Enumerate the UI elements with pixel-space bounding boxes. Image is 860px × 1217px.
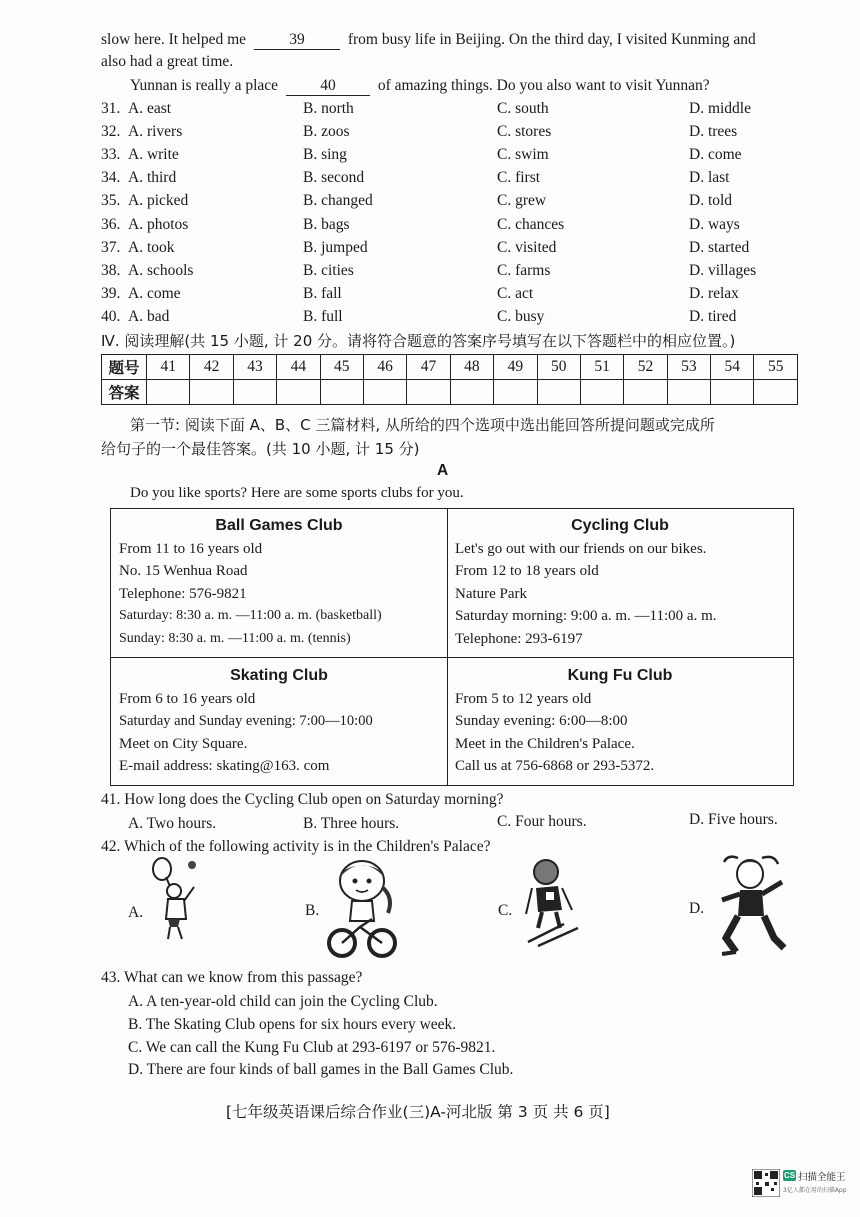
club-line: Telephone: 576-9821 bbox=[119, 585, 247, 602]
passage-line-1 bbox=[101, 31, 756, 50]
q43-option-d: D. There are four kinds of ball games in the Ball Games Club. bbox=[128, 1061, 514, 1078]
cloze-option-d: D. trees bbox=[689, 123, 738, 141]
cloze-option-c: C. visited bbox=[497, 238, 557, 256]
page-footer: [七年级英语课后综合作业(三)A-河北版 第 3 页 共 6 页] bbox=[226, 1103, 610, 1121]
cloze-option-b: B. bags bbox=[303, 215, 350, 233]
cloze-option-c: C. farms bbox=[497, 261, 551, 279]
question-number-cell: 53 bbox=[667, 355, 710, 380]
cloze-option-a: A. schools bbox=[128, 261, 194, 279]
club-title: Ball Games Club bbox=[215, 517, 343, 534]
answer-cell[interactable] bbox=[450, 380, 493, 405]
club-line: Sunday: 8:30 a. m. —11:00 a. m. (tennis) bbox=[119, 630, 351, 646]
camscanner-logo-icon: CS bbox=[783, 1171, 796, 1180]
cloze-number: 36. bbox=[101, 215, 121, 233]
answer-grid bbox=[101, 354, 798, 405]
cloze-option-c: C. first bbox=[497, 169, 541, 187]
row-label-answer: 答案 bbox=[102, 380, 147, 405]
passage-line-3 bbox=[130, 77, 710, 96]
club-line: From 12 to 18 years old bbox=[455, 563, 599, 579]
blank-40: 40 bbox=[286, 77, 370, 96]
club-line: Nature Park bbox=[455, 585, 528, 602]
cloze-option-d: D. come bbox=[689, 146, 742, 164]
cloze-option-a: A. come bbox=[128, 284, 181, 302]
instruction-line-2: 给句子的一个最佳答案。(共 10 小题, 计 15 分) bbox=[101, 440, 420, 458]
cloze-option-d: D. relax bbox=[689, 284, 739, 302]
kung-fu-girl-icon bbox=[718, 852, 790, 960]
club-line: Saturday morning: 9:00 a. m. —11:00 a. m. bbox=[455, 608, 717, 624]
kung-fu-club bbox=[455, 665, 785, 778]
answer-cell[interactable] bbox=[233, 380, 276, 405]
q42-option-a: A. bbox=[128, 904, 144, 921]
cloze-option-c: C. south bbox=[497, 100, 549, 117]
blank-39: 39 bbox=[254, 31, 340, 50]
cloze-option-c: C. swim bbox=[497, 146, 549, 164]
cloze-option-a: A. photos bbox=[128, 215, 189, 233]
answer-cell[interactable] bbox=[407, 380, 450, 405]
cloze-number: 37. bbox=[101, 238, 121, 256]
answer-cell[interactable] bbox=[580, 380, 623, 405]
club-line: Sunday evening: 6:00—8:00 bbox=[455, 713, 628, 729]
skating-club bbox=[119, 665, 439, 778]
question-42-stem: 42. Which of the following activity is in the Children's Palace? bbox=[101, 838, 491, 855]
passage-text: from busy life in Beijing. On the third day, I visited Kunming and bbox=[347, 31, 756, 48]
cloze-option-d: D. last bbox=[689, 169, 730, 187]
question-number-cell: 42 bbox=[190, 355, 233, 380]
cycling-girl-icon bbox=[326, 857, 398, 961]
passage-line-2: also had a great time. bbox=[101, 53, 234, 70]
divider bbox=[447, 509, 448, 785]
cloze-number: 32. bbox=[101, 123, 121, 141]
tennis-player-icon bbox=[148, 857, 204, 943]
club-line: Meet in the Children's Palace. bbox=[455, 735, 635, 752]
club-line: Saturday and Sunday evening: 7:00—10:00 bbox=[119, 713, 373, 729]
passage-text: slow here. It helped me bbox=[101, 31, 247, 48]
question-number-cell: 44 bbox=[277, 355, 320, 380]
qr-code-icon bbox=[752, 1169, 780, 1197]
cloze-number: 39. bbox=[101, 284, 121, 302]
cloze-option-a: A. bad bbox=[128, 307, 170, 325]
question-number-cell: 55 bbox=[754, 355, 798, 380]
cloze-number: 40. bbox=[101, 307, 121, 325]
cloze-option-b: B. sing bbox=[303, 146, 347, 164]
cloze-option-d: D. tired bbox=[689, 307, 737, 325]
cloze-option-a: A. rivers bbox=[128, 123, 183, 141]
club-line: Telephone: 293-6197 bbox=[455, 630, 583, 647]
club-line: From 6 to 16 years old bbox=[119, 690, 256, 707]
q42-option-b: B. bbox=[305, 902, 320, 919]
cloze-option-b: B. zoos bbox=[303, 123, 350, 141]
cloze-option-b: B. jumped bbox=[303, 238, 368, 256]
answer-cell[interactable] bbox=[711, 380, 754, 405]
divider bbox=[111, 657, 793, 658]
cloze-option-b: B. second bbox=[303, 169, 365, 187]
question-number-cell: 46 bbox=[363, 355, 406, 380]
cloze-option-b: B. cities bbox=[303, 261, 354, 279]
answer-cell[interactable] bbox=[147, 380, 190, 405]
cloze-number: 34. bbox=[101, 169, 121, 187]
row-label-number: 题号 bbox=[102, 355, 147, 380]
question-number-cell: 49 bbox=[494, 355, 537, 380]
q41-option-c: C. Four hours. bbox=[497, 813, 587, 830]
answer-cell[interactable] bbox=[277, 380, 320, 405]
q43-option-b: B. The Skating Club opens for six hours every week. bbox=[128, 1016, 457, 1033]
club-title: Cycling Club bbox=[571, 517, 669, 534]
club-line: Meet on City Square. bbox=[119, 735, 248, 752]
cloze-number: 38. bbox=[101, 261, 121, 279]
question-43-stem: 43. What can we know from this passage? bbox=[101, 969, 363, 986]
passage-letter: A bbox=[437, 462, 449, 479]
q43-option-a: A. A ten-year-old child can join the Cycling Club. bbox=[128, 993, 438, 1010]
cloze-option-d: D. ways bbox=[689, 215, 740, 233]
cloze-option-a: A. write bbox=[128, 146, 179, 164]
cloze-option-b: B. full bbox=[303, 307, 343, 325]
cloze-option-a: A. took bbox=[128, 238, 175, 256]
passage-text: of amazing things. Do you also want to visit Yunnan? bbox=[377, 77, 710, 94]
cloze-option-a: A. third bbox=[128, 169, 177, 187]
watermark-subtext: 3亿人都在用的扫描App bbox=[783, 1187, 847, 1194]
cloze-number: 33. bbox=[101, 146, 121, 164]
question-number-cell: 54 bbox=[711, 355, 754, 380]
cloze-option-c: C. act bbox=[497, 284, 534, 302]
question-number-cell: 41 bbox=[147, 355, 190, 380]
question-number-cell: 48 bbox=[450, 355, 493, 380]
club-line: Let's go out with our friends on our bikes. bbox=[455, 540, 707, 557]
cloze-option-c: C. chances bbox=[497, 215, 565, 233]
question-number-cell: 52 bbox=[624, 355, 667, 380]
question-number-cell: 51 bbox=[580, 355, 623, 380]
passage-text: Yunnan is really a place bbox=[130, 77, 279, 94]
question-number-cell: 50 bbox=[537, 355, 580, 380]
cycling-club bbox=[455, 515, 785, 650]
cloze-option-d: D. told bbox=[689, 192, 733, 210]
answer-cell[interactable] bbox=[537, 380, 580, 405]
cloze-option-b: B. north bbox=[303, 100, 354, 117]
q42-option-d: D. bbox=[689, 900, 705, 917]
club-line: From 11 to 16 years old bbox=[119, 540, 263, 557]
answer-cell[interactable] bbox=[494, 380, 537, 405]
cloze-option-b: B. changed bbox=[303, 192, 373, 210]
q42-option-c: C. bbox=[498, 902, 513, 919]
instruction-line-1: 第一节: 阅读下面 A、B、C 三篇材料, 从所给的四个选项中选出能回答所提问题或完成所 bbox=[130, 416, 715, 434]
answer-cell[interactable] bbox=[190, 380, 233, 405]
club-line: Call us at 756-6868 or 293-5372. bbox=[455, 758, 655, 774]
passage-intro: Do you like sports? Here are some sports clubs for you. bbox=[130, 485, 464, 501]
club-line: From 5 to 12 years old bbox=[455, 690, 592, 707]
cloze-option-c: C. grew bbox=[497, 192, 547, 210]
cloze-option-b: B. fall bbox=[303, 284, 342, 302]
cloze-option-d: D. started bbox=[689, 238, 750, 256]
cloze-option-d: D. villages bbox=[689, 261, 757, 279]
clubs-table bbox=[110, 508, 794, 786]
cloze-number: 31. bbox=[101, 100, 121, 117]
watermark-text: 扫描全能王 bbox=[798, 1172, 846, 1183]
club-title: Skating Club bbox=[230, 667, 328, 684]
q41-option-d: D. Five hours. bbox=[689, 811, 778, 828]
q41-option-b: B. Three hours. bbox=[303, 815, 400, 832]
question-number-cell: 43 bbox=[233, 355, 276, 380]
q41-option-a: A. Two hours. bbox=[128, 815, 217, 832]
answer-cell[interactable] bbox=[624, 380, 667, 405]
cloze-number: 35. bbox=[101, 192, 121, 210]
section4-heading: Ⅳ. 阅读理解(共 15 小题, 计 20 分。请将符合题意的答案序号填写在以下答题栏中的相应位置。) bbox=[101, 332, 736, 350]
q43-option-c: C. We can call the Kung Fu Club at 293-6197 or 576-9821. bbox=[128, 1039, 496, 1056]
answer-cell[interactable] bbox=[754, 380, 798, 405]
club-title: Kung Fu Club bbox=[567, 667, 673, 684]
cloze-option-a: A. picked bbox=[128, 192, 189, 210]
question-number-cell: 45 bbox=[320, 355, 363, 380]
cloze-option-d: D. middle bbox=[689, 100, 751, 117]
cloze-option-c: C. stores bbox=[497, 123, 552, 141]
cloze-option-c: C. busy bbox=[497, 307, 545, 325]
answer-cell[interactable] bbox=[363, 380, 406, 405]
question-number-cell: 47 bbox=[407, 355, 450, 380]
club-line: Saturday: 8:30 a. m. —11:00 a. m. (basketball) bbox=[119, 608, 382, 623]
ball-games-club bbox=[119, 515, 439, 650]
answer-cell[interactable] bbox=[320, 380, 363, 405]
scanner-watermark bbox=[752, 1168, 847, 1198]
cloze-option-a: A. east bbox=[128, 100, 172, 117]
skiing-kid-icon bbox=[524, 858, 582, 948]
question-41-stem: 41. How long does the Cycling Club open on Saturday morning? bbox=[101, 791, 504, 808]
club-line: No. 15 Wenhua Road bbox=[119, 563, 248, 579]
answer-cell[interactable] bbox=[667, 380, 710, 405]
club-line: E-mail address: skating@163. com bbox=[119, 758, 330, 774]
